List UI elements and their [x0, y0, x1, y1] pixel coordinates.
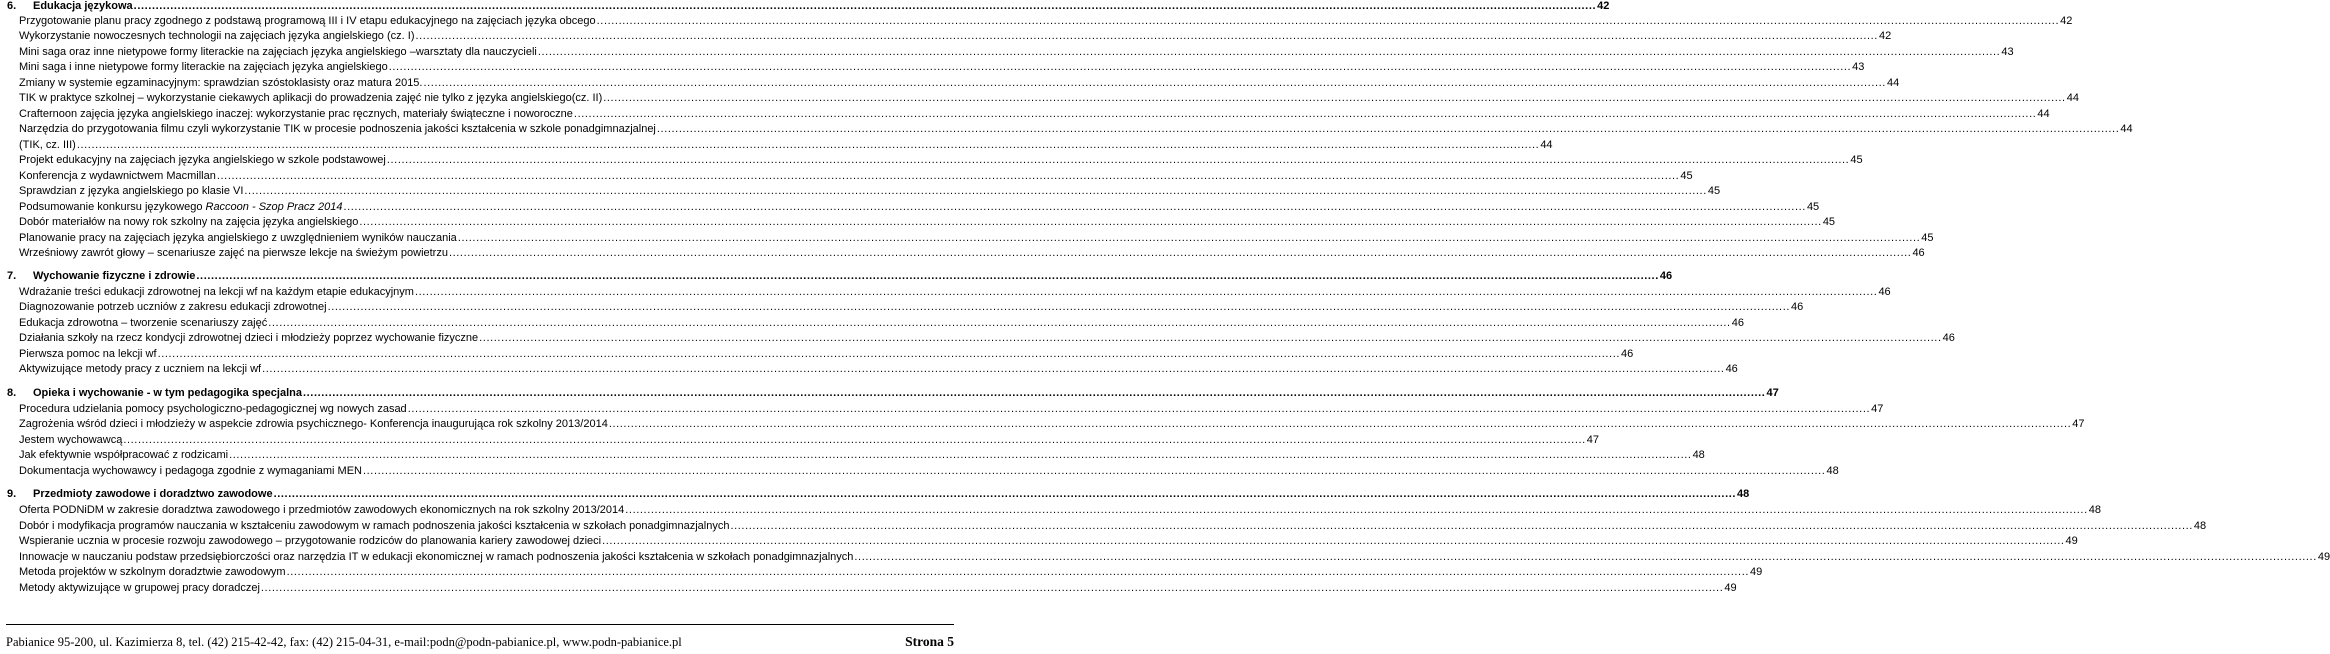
toc-entry[interactable]: [7, 579, 1737, 595]
toc-section-9[interactable]: [7, 485, 1750, 501]
leader-dots: [343, 200, 1805, 214]
toc-entry[interactable]: [7, 12, 2073, 28]
toc-entry[interactable]: [7, 136, 1553, 152]
leader-dots: [217, 169, 1679, 183]
leader-dots: [479, 331, 1941, 345]
toc-page-number: 48: [1737, 488, 1750, 500]
toc-page-number: 47: [2072, 418, 2085, 430]
toc-page-number: 48: [1692, 449, 1705, 461]
toc-entry-title: Planowanie pracy na zajęciach języka angielskiego z uwzględnieniem wyników nauczania: [19, 232, 457, 244]
toc-entry[interactable]: [7, 89, 2079, 105]
leader-dots: [574, 107, 2036, 121]
leader-dots: [609, 417, 2071, 431]
toc-entry-title: Pierwsza pomoc na lekcji wf: [19, 348, 157, 360]
toc-entry[interactable]: [7, 329, 1955, 345]
toc-entry-title: Przygotowanie planu pracy zgodnego z podstawą programową III i IV etapu edukacyjnego na zajęciach języka obcego: [19, 15, 596, 27]
toc-page-number: 48: [2193, 520, 2207, 532]
toc-entry-title: Diagnozowanie potrzeb uczniów z zakresu edukacji zdrowotnej: [19, 301, 327, 313]
toc-page-number: 42: [1878, 30, 1892, 42]
leader-dots: [261, 581, 1723, 595]
toc-section-title: 8. Opieka i wychowanie - w tym pedagogika specjalna: [7, 387, 302, 399]
toc-entry-title: Dobór i modyfikacja programów nauczania w kształceniu zawodowym w ramach podnoszenia jakości kształcenia w szkołach ponadgimnazjalnych: [19, 520, 730, 532]
leader-dots: [244, 184, 1706, 198]
toc-page-number: 47: [1586, 434, 1600, 446]
toc-page-number: 47: [1766, 387, 1779, 399]
leader-dots: [158, 347, 1620, 361]
leader-dots: [603, 91, 2065, 105]
leader-dots: [363, 464, 1825, 478]
toc-entry-title: Konferencja z wydawnictwem Macmillan: [19, 170, 216, 182]
toc-entry[interactable]: [7, 120, 2133, 136]
toc-entry[interactable]: [7, 501, 2101, 517]
toc-entry-title: Metody aktywizujące w grupowej pracy doradczej: [19, 582, 260, 594]
leader-dots: [449, 246, 1911, 260]
toc-page-number: 46: [1878, 286, 1891, 298]
leader-dots: [387, 153, 1849, 167]
toc-entry[interactable]: [7, 43, 2014, 59]
leader-dots: [268, 316, 1730, 330]
toc-entry[interactable]: [7, 244, 1925, 260]
leader-dots: [625, 503, 2087, 517]
leader-dots: [423, 76, 1885, 90]
toc-section-7[interactable]: [7, 267, 1673, 283]
toc-entry-title: Dobór materiałów na nowy rok szkolny na zajęcia języka angielskiego: [19, 216, 359, 228]
leader-dots: [657, 122, 2119, 136]
toc-entry-title: Edukacja zdrowotna – tworzenie scenariuszy zajęć: [19, 317, 268, 329]
toc-entry[interactable]: [7, 345, 1634, 361]
toc-entry-title: Jestem wychowawcą: [19, 434, 123, 446]
toc-entry-title: Sprawdzian z języka angielskiego po klasie VI: [19, 185, 244, 197]
toc-page-number: 44: [1886, 77, 1900, 89]
toc-page-number: 46: [1621, 348, 1634, 360]
leader-dots: [196, 269, 1658, 283]
toc-entry[interactable]: [7, 532, 2078, 548]
toc-section-8[interactable]: [7, 384, 1779, 400]
toc-entry[interactable]: [7, 213, 1836, 229]
toc-entry-title: Zmiany w systemie egzaminacyjnym: sprawdzian szóstoklasisty oraz matura 2015.: [19, 77, 423, 89]
leader-dots: [597, 14, 2059, 28]
toc-page-number: 45: [1822, 216, 1836, 228]
toc-page-number: 46: [1912, 247, 1925, 259]
toc-entry[interactable]: [7, 400, 1884, 416]
footer-divider: [6, 624, 954, 625]
toc-entry[interactable]: [7, 431, 1600, 447]
toc-page-number: 49: [1750, 566, 1763, 578]
toc-entry-title: Innowacje w nauczaniu podstaw przedsiębiorczości oraz narzędzia IT w edukacji ekonomicznej w ramach podnoszenia jakości kształcenia w szkołach ponadgimnazjalnych: [19, 551, 854, 563]
toc-entry-title: Procedura udzielania pomocy psychologiczno-pedagogicznej wg nowych zasad: [19, 403, 407, 415]
toc-page-number: 44: [2037, 108, 2050, 120]
toc-entry-title: Aktywizujące metody pracy z uczniem na lekcji wf: [19, 363, 262, 375]
toc-entry-title: Metoda projektów w szkolnym doradztwie zawodowym: [19, 566, 286, 578]
toc-page-number: 46: [1942, 332, 1955, 344]
toc-entry[interactable]: [7, 314, 1744, 330]
toc-page-number: 42: [1597, 0, 1610, 12]
leader-dots: [730, 519, 2192, 533]
toc-page-number: 42: [2060, 15, 2073, 27]
toc-section-title: 9. Przedmioty zawodowe i doradztwo zawodowe: [7, 488, 273, 500]
toc-entry[interactable]: [7, 105, 2050, 121]
toc-entry[interactable]: [7, 298, 1804, 314]
toc-page-number: 46: [1725, 363, 1738, 375]
toc-entry[interactable]: [7, 58, 1865, 74]
leader-dots: [602, 534, 2064, 548]
leader-dots: [262, 362, 1724, 376]
toc-entry[interactable]: [7, 167, 1693, 183]
leader-dots: [274, 487, 1736, 501]
toc-page-number: 45: [1680, 170, 1693, 182]
leader-dots: [458, 231, 1920, 245]
toc-entry-title: Wykorzystanie nowoczesnych technologii na zajęciach języka angielskiego (cz. I): [19, 30, 415, 42]
toc-entry[interactable]: [7, 517, 2207, 533]
toc-entry[interactable]: [7, 182, 1721, 198]
toc-entry-title: TIK w praktyce szkolnej – wykorzystanie ciekawych aplikacji do prowadzenia zajęć nie tylko z języka angielskiego(cz. II): [19, 92, 603, 104]
toc-page-number: 47: [1871, 403, 1884, 415]
leader-dots: [854, 550, 2316, 564]
toc-entry-title: Wspieranie ucznia w procesie rozwoju zawodowego – przygotowanie rodziców do planowania kariery zawodowej dzieci: [19, 535, 602, 547]
leader-dots: [303, 386, 1765, 400]
leader-dots: [415, 285, 1877, 299]
toc-section-title: 7. Wychowanie fizyczne i zdrowie: [7, 270, 196, 282]
toc-entry[interactable]: [7, 283, 1891, 299]
toc-entry[interactable]: [7, 360, 1738, 376]
toc-entry-title: Projekt edukacyjny na zajęciach języka angielskiego w szkole podstawowej: [19, 154, 386, 166]
toc-page-number: 46: [1791, 301, 1804, 313]
toc-page-number: 45: [1806, 201, 1820, 213]
toc-entry-title: Mini saga i inne nietypowe formy literackie na zajęciach języka angielskiego: [19, 61, 388, 73]
toc-entry-title: Wrześniowy zawrót głowy – scenariusze zajęć na pierwsze lekcje na świeżym powietrzu: [19, 247, 448, 259]
leader-dots: [359, 215, 1821, 229]
toc-entry-title: Mini saga oraz inne nietypowe formy literackie na zajęciach języka angielskiego –warsztaty dla nauczycieli: [19, 46, 537, 58]
toc-page-number: 48: [2088, 504, 2101, 516]
footer-page-number: Strona 5: [905, 634, 954, 649]
toc-page-number: 44: [2120, 123, 2133, 135]
leader-dots: [123, 433, 1585, 447]
toc-page-number: 45: [1707, 185, 1721, 197]
toc-entry-title: Wdrażanie treści edukacji zdrowotnej na lekcji wf na każdym etapie edukacyjnym: [19, 286, 414, 298]
leader-dots: [77, 138, 1539, 152]
toc-entry[interactable]: [7, 27, 1892, 43]
toc-entry[interactable]: [7, 415, 2085, 431]
page-footer: [6, 634, 954, 650]
toc-entry-title: Dokumentacja wychowawcy i pedagoga zgodnie z wymaganiami MEN: [19, 465, 362, 477]
toc-page-number: 49: [2065, 535, 2078, 547]
toc-entry-title: Crafternoon zajęcia języka angielskiego inaczej: wykorzystanie prac ręcznych, materiały świąteczne i noworoczne: [19, 108, 573, 120]
toc-page-number: 46: [1659, 270, 1673, 282]
toc-page-number: 44: [2066, 92, 2079, 104]
toc-entry-title: Działania szkoły na rzecz kondycji zdrowotnej dzieci i młodzieży poprzez wychowanie fizyczne: [19, 332, 479, 344]
toc-entry[interactable]: [7, 563, 1763, 579]
leader-dots: [328, 300, 1790, 314]
leader-dots: [229, 448, 1691, 462]
leader-dots: [389, 60, 1851, 74]
toc-entry[interactable]: [7, 74, 1900, 90]
toc-entry[interactable]: [7, 446, 1705, 462]
toc-page-number: 49: [1724, 582, 1737, 594]
toc-entry-title: (TIK, cz. III): [19, 139, 76, 151]
toc-entry-title: Zagrożenia wśród dzieci i młodzieży w aspekcie zdrowia psychicznego- Konferencja inaugurująca rok szkolny 2013/2014: [19, 418, 608, 430]
toc-page-number: 44: [1540, 139, 1553, 151]
toc-entry-title: Narzędzia do przygotowania filmu czyli wykorzystanie TIK w procesie podnoszenia jakości kształcenia w szkole ponadgimnazjalnej: [19, 123, 656, 135]
footer-address: Pabianice 95-200, ul. Kazimierza 8, tel. (42) 215-42-42, fax: (42) 215-04-31, e-mail:podn@podn-pabianice.pl, www.podn-pabianice.pl: [6, 635, 682, 649]
leader-dots: [287, 565, 1749, 579]
leader-dots: [538, 45, 2000, 59]
toc-entry-title: Jak efektywnie współpracować z rodzicami: [19, 449, 229, 461]
toc-page-number: 49: [2317, 551, 2330, 563]
toc-page-number: 43: [2001, 46, 2014, 58]
toc-page-number: 43: [1852, 61, 1865, 73]
toc-page-number: 45: [1921, 232, 1934, 244]
toc-entry[interactable]: [7, 548, 2330, 564]
toc-entry[interactable]: [7, 462, 1839, 478]
toc-entry[interactable]: [7, 229, 1934, 245]
toc-section-title: 6. Edukacja językowa: [7, 0, 133, 12]
toc-entry[interactable]: [7, 151, 1863, 167]
leader-dots: [415, 29, 1877, 43]
toc-entry[interactable]: [7, 198, 1820, 214]
toc-entry-title: Podsumowanie konkursu językowego Raccoon - Szop Pracz 2014: [19, 201, 343, 213]
toc-entry-title: Oferta PODNiDM w zakresie doradztwa zawodowego i przedmiotów zawodowych ekonomicznych na rok szkolny 2013/2014: [19, 504, 625, 516]
toc-page-number: 48: [1826, 465, 1839, 477]
toc-page-number: 46: [1731, 317, 1744, 329]
leader-dots: [408, 402, 1870, 416]
toc-page-number: 45: [1850, 154, 1863, 166]
